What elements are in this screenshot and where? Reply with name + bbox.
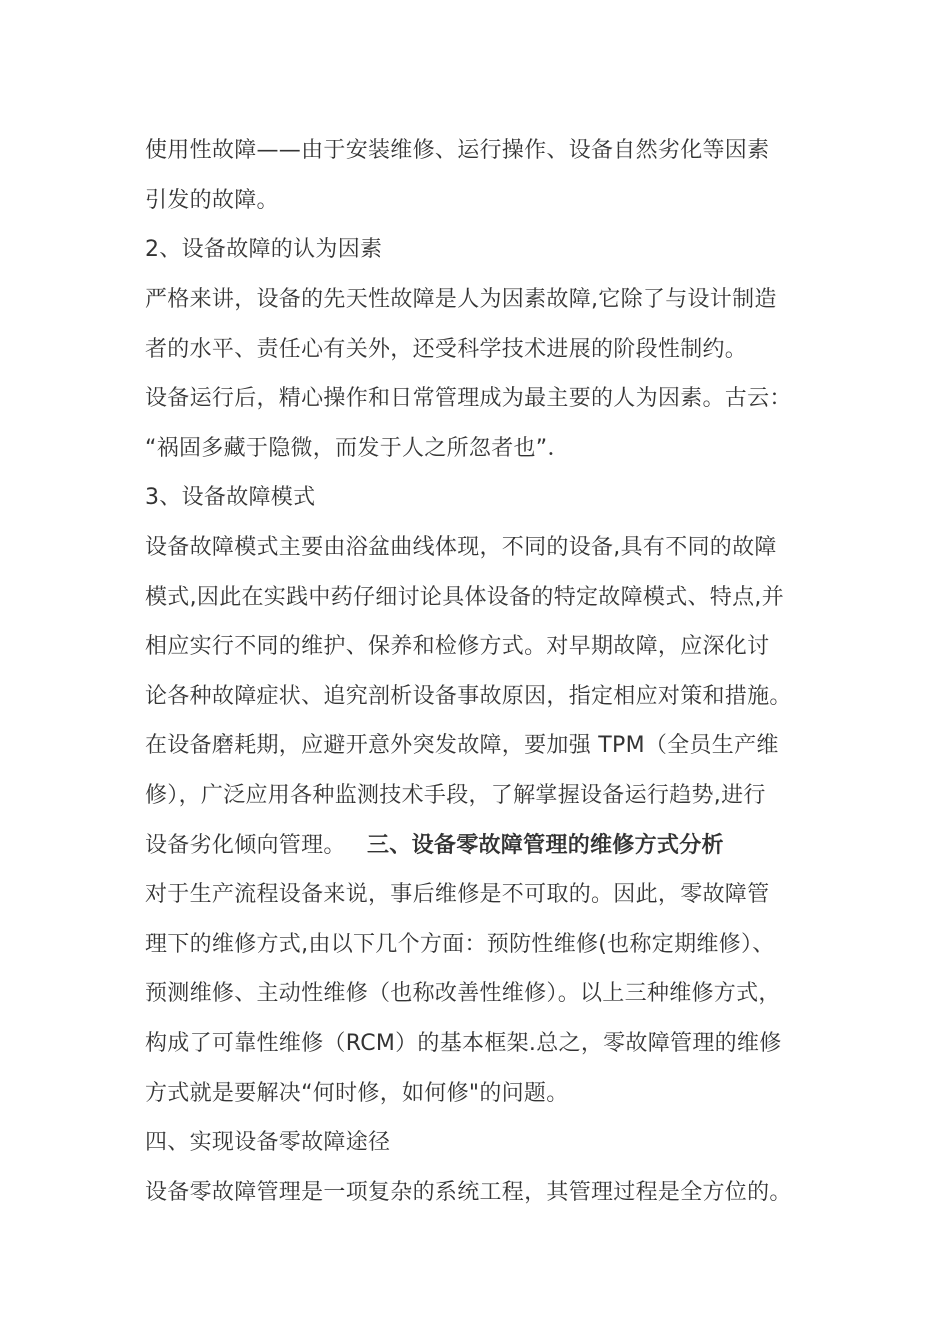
paragraph-text: 设备劣化倾向管理。 (145, 833, 346, 858)
paragraph-line: 设备故障模式主要由浴盆曲线体现，不同的设备,具有不同的故障 (145, 535, 777, 560)
paragraph-line: 构成了可靠性维修（RCM）的基本框架.总之，零故障管理的维修 (145, 1031, 782, 1056)
paragraph-line: 论各种故障症状、追究剖析设备事故原因，指定相应对策和措施。 (145, 684, 792, 709)
paragraph-line: 相应实行不同的维护、保养和检修方式。对早期故障，应深化讨 (145, 634, 770, 659)
paragraph-line: 对于生产流程设备来说，事后维修是不可取的。因此，零故障管 (145, 882, 770, 907)
section-heading-bold: 三、设备零故障管理的维修方式分析 (367, 833, 724, 858)
paragraph-line: 设备运行后，精心操作和日常管理成为最主要的人为因素。古云： (145, 386, 792, 411)
paragraph-line: 者的水平、责任心有关外，还受科学技术进展的阶段性制约。 (145, 337, 748, 362)
paragraph-line: 在设备磨耗期，应避开意外突发故障，要加强 TPM（全员生产维 (145, 733, 779, 758)
paragraph-line: 引发的故障。 (145, 188, 279, 213)
paragraph-line: 严格来讲，设备的先天性故障是人为因素故障,它除了与设计制造 (145, 287, 777, 312)
paragraph-line (145, 831, 825, 861)
paragraph-line: “祸固多藏于隐微，而发于人之所忽者也”． (145, 436, 570, 461)
section-heading: 3、设备故障模式 (145, 485, 316, 510)
paragraph-line: 预测维修、主动性维修（也称改善性维修）。以上三种维修方式， (145, 981, 781, 1006)
paragraph-line: 模式,因此在实践中药仔细讨论具体设备的特定故障模式、特点,并 (145, 585, 784, 610)
section-heading: 四、实现设备零故障途径 (145, 1130, 391, 1155)
paragraph-line: 设备零故障管理是一项复杂的系统工程，其管理过程是全方位的。 (145, 1180, 792, 1205)
paragraph-line: 修），广泛应用各种监测技术手段，了解掌握设备运行趋势,进行 (145, 783, 766, 808)
paragraph-line: 使用性故障——由于安装维修、运行操作、设备自然劣化等因素 (145, 138, 770, 163)
section-heading: 2、设备故障的认为因素 (145, 237, 383, 262)
paragraph-line: 方式就是要解决“何时修，如何修"的问题。 (145, 1081, 569, 1106)
paragraph-line: 理下的维修方式,由以下几个方面：预防性维修(也称定期维修）、 (145, 932, 775, 957)
